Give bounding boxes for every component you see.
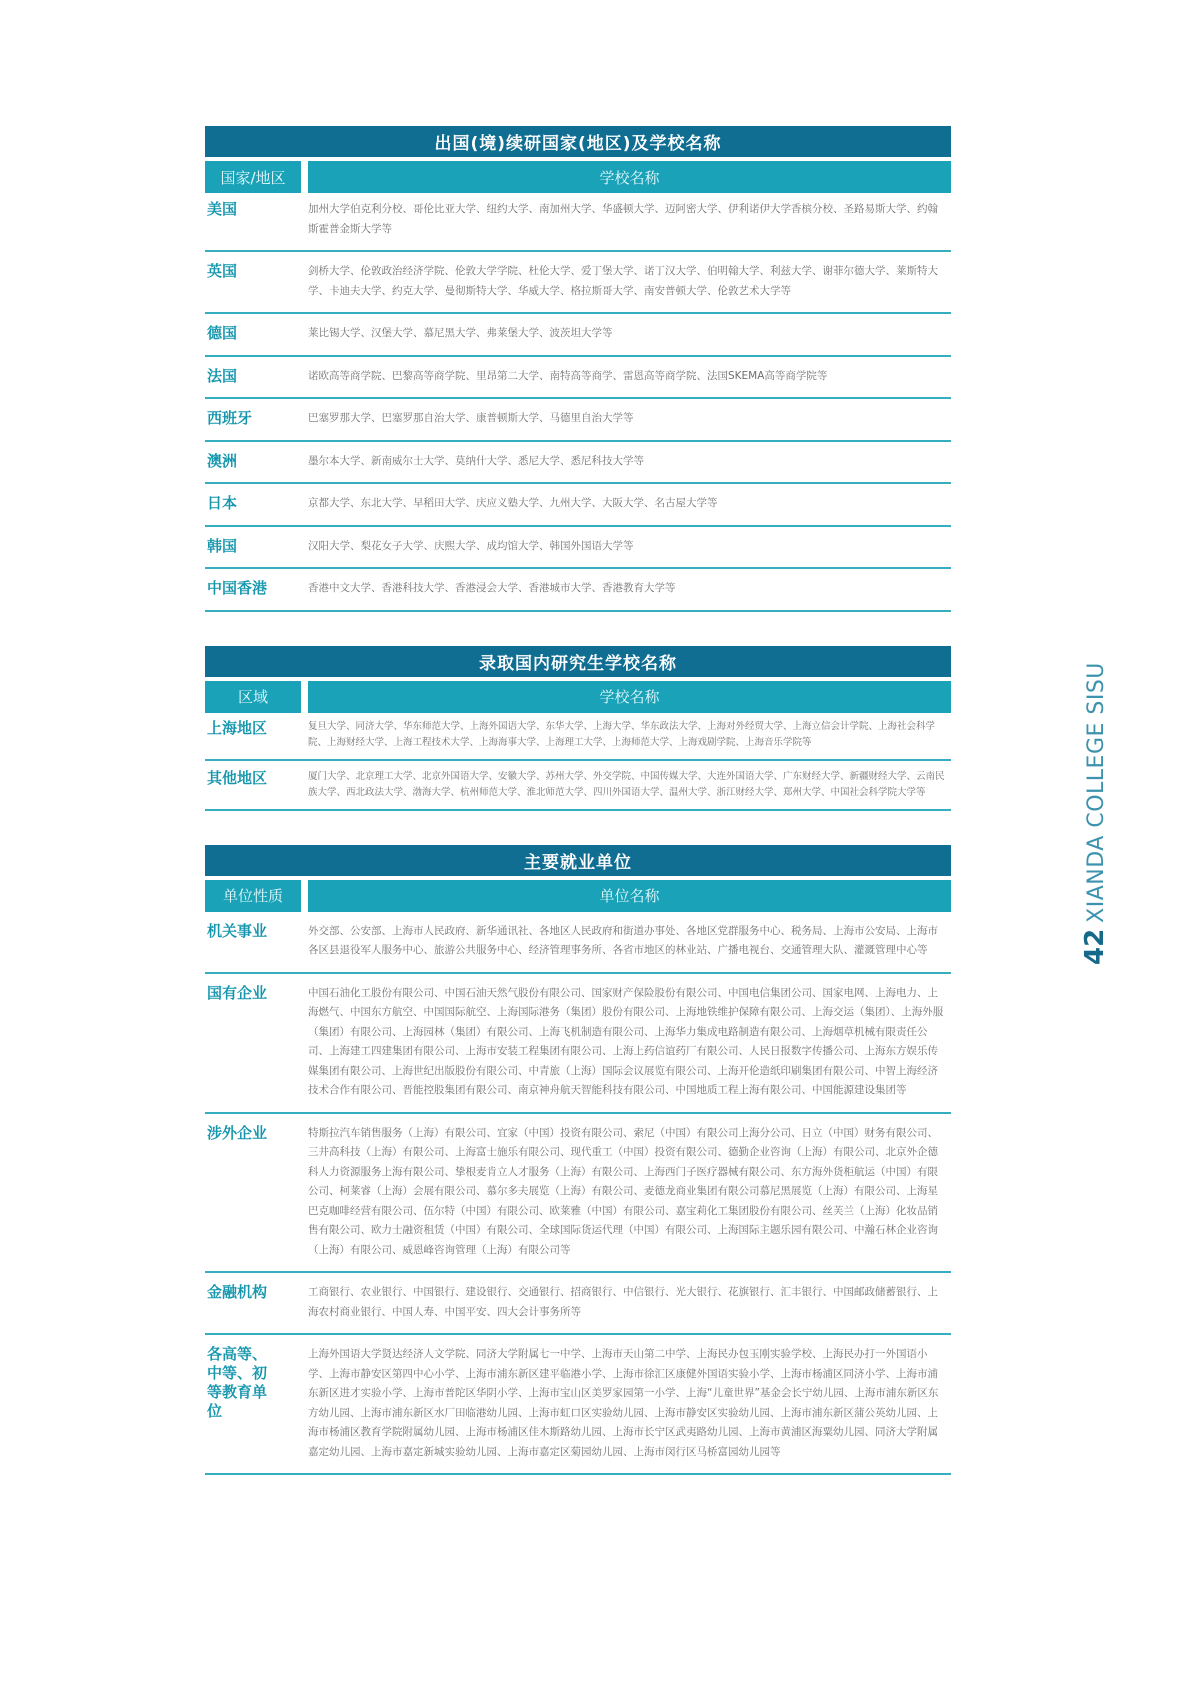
row-label: 机关事业: [207, 921, 268, 940]
row-content: 莱比锡大学、汉堡大学、慕尼黑大学、弗莱堡大学、波茨坦大学等: [308, 327, 613, 339]
row-label: 法国: [207, 366, 238, 385]
row-label: 英国: [207, 262, 238, 280]
table-row: [205, 399, 951, 442]
row-content: 工商银行、农业银行、中国银行、建设银行、交通银行、招商银行、中信银行、光大银行、花旗银行、汇丰银行、中国邮政储蓄银行、上海农村商业银行、中国人寿、中国平安、四大会计事务所等: [308, 1286, 938, 1318]
table-row: [205, 1114, 951, 1274]
domestic-col-school: 学校名称: [308, 681, 951, 713]
employment-title: 主要就业单位: [205, 845, 951, 876]
abroad-col-country: 国家/地区: [205, 161, 301, 193]
domestic-title: 录取国内研究生学校名称: [205, 646, 951, 677]
page-number: 42: [1080, 928, 1110, 965]
table-row: [205, 569, 951, 612]
abroad-column-header: [205, 161, 951, 193]
table-row: [205, 527, 951, 570]
table-row: [205, 314, 951, 357]
row-content: 墨尔本大学、新南威尔士大学、莫纳什大学、悉尼大学、悉尼科技大学等: [308, 454, 644, 467]
row-label: 其他地区: [207, 768, 268, 787]
row-content: 香港中文大学、香港科技大学、香港浸会大学、香港城市大学、香港教育大学等: [308, 582, 676, 594]
page: [205, 126, 951, 1511]
row-content: 剑桥大学、伦敦政治经济学院、伦敦大学学院、杜伦大学、爱丁堡大学、诺丁汉大学、伯明翰大学、利兹大学、谢菲尔德大学、莱斯特大学、卡迪夫大学、约克大学、曼彻斯特大学、华威大学、格拉斯哥大学、南安普顿大学、伦敦艺术大学等: [308, 265, 938, 297]
table-row: [205, 357, 951, 400]
row-content: 复旦大学、同济大学、华东师范大学、上海外国语大学、东华大学、上海大学、华东政法大学、上海对外经贸大学、上海立信会计学院、上海社会科学院、上海财经大学、上海工程技术大学、上海海事大学、上海理工大学、上海师范大学、上海戏剧学院、上海音乐学院等: [308, 720, 936, 748]
table-row: [205, 713, 951, 761]
brand-name: XIANDA COLLEGE SISU: [1084, 662, 1109, 923]
row-label: 澳洲: [207, 451, 238, 470]
row-label: 美国: [207, 200, 238, 218]
row-label: 涉外企业: [207, 1123, 268, 1142]
row-content: 京都大学、东北大学、早稻田大学、庆应义塾大学、九州大学、大阪大学、名古屋大学等: [308, 497, 718, 509]
row-label: 韩国: [207, 536, 238, 555]
row-content: 特斯拉汽车销售服务（上海）有限公司、宜家（中国）投资有限公司、索尼（中国）有限公司上海分公司、日立（中国）财务有限公司、三井高科技（上海）有限公司、上海富士施乐有限公司、现代重工（中国）投资有限公司、德勤企业咨询（上海）有限公司、北京外企德科人力资源服务上海有限公司、挚根麦肯立人才服务（上海）有限公司、上海西门子医疗器械有限公司、东方海外货柜航运（中国）有限公司、柯莱睿（上海）会展有限公司、慕尔多夫展览（上海）有限公司、麦德龙商业集团有限公司慕尼黑展览（上海）有限公司、上海星巴克咖啡经营有限公司、伍尔特（中国）有限公司、欧莱雅（中国）有限公司、嘉宝莉化工集团股份有限公司、丝芙兰（上海）化妆品销售有限公司、欧力士融资租赁（中国）有限公司、全球国际货运代理（中国）有限公司、上海国际主题乐园有限公司、中瀚石林企业咨询（上海）有限公司、威恩峰咨询管理（上海）有限公司等: [308, 1126, 938, 1256]
table-row: [205, 1273, 951, 1335]
row-content: 上海外国语大学贤达经济人文学院、同济大学附属七一中学、上海市天山第二中学、上海民办包玉刚实验学校、上海民办打一外国语小学、上海市静安区第四中心小学、上海市浦东新区建平临港小学、上海市徐汇区康健外国语实验小学、上海市杨浦区同济小学、上海市浦东新区进才实验小学、上海市普陀区华阴小学、上海市宝山区美罗家园第一小学、上海“儿童世界”基金会长宁幼儿园、上海市浦东新区东方幼儿园、上海市浦东新区水厂田临港幼儿园、上海市虹口区实验幼儿园、上海市静安区实验幼儿园、上海市浦东新区蒲公英幼儿园、上海市杨浦区教育学院附属幼儿园、上海市杨浦区佳木斯路幼儿园、上海市长宁区武夷路幼儿园、上海市黄浦区海粟幼儿园、同济大学附属嘉定幼儿园、上海市嘉定新城实验幼儿园、上海市嘉定区菊园幼儿园、上海市闵行区马桥富园幼儿园等: [308, 1348, 939, 1458]
abroad-col-school: 学校名称: [308, 161, 951, 193]
row-label: 各高等、中等、初等教育单位: [207, 1345, 268, 1420]
row-label: 德国: [207, 324, 238, 343]
table-row: [205, 442, 951, 485]
table-row: [205, 252, 951, 314]
domestic-col-region: 区域: [205, 681, 301, 713]
side-brand: [1080, 662, 1110, 965]
row-content: 中国石油化工股份有限公司、中国石油天然气股份有限公司、国家财产保险股份有限公司、中国电信集团公司、国家电网、上海电力、上海燃气、中国东方航空、中国国际航空、上海国际港务（集团）股份有限公司、上海地铁维护保障有限公司、上海交运（集团）、上海外服（集团）有限公司、上海园林（集团）有限公司、上海飞机制造有限公司、上海华力集成电路制造有限公司、上海烟草机械有限责任公司、上海建工四建集团有限公司、上海市安装工程集团有限公司、上海上药信谊药厂有限公司、人民日报数字传播公司、上海东方娱乐传媒集团有限公司、上海世纪出版股份有限公司、中青旅（上海）国际会议展览有限公司、上海开伦造纸印刷集团有限公司、中智上海经济技术合作有限公司、晋能控股集团有限公司、南京神舟航天智能科技有限公司、中国地质工程上海有限公司、中国能源建设集团等: [308, 986, 944, 1096]
employment-section: [205, 845, 951, 1476]
row-label: 中国香港: [207, 579, 268, 598]
employment-col-name: 单位名称: [308, 880, 951, 912]
table-row: [205, 912, 951, 974]
employment-column-header: [205, 880, 951, 912]
row-label: 金融机构: [207, 1283, 268, 1301]
abroad-title: 出国(境)续研国家(地区)及学校名称: [205, 126, 951, 157]
abroad-section: [205, 126, 951, 612]
row-label: 日本: [207, 494, 238, 513]
row-content: 加州大学伯克利分校、哥伦比亚大学、纽约大学、南加州大学、华盛顿大学、迈阿密大学、伊利诺伊大学香槟分校、圣路易斯大学、约翰斯霍普金斯大学等: [308, 203, 938, 235]
table-row: [205, 974, 951, 1114]
row-label: 西班牙: [207, 409, 253, 428]
table-row: [205, 761, 951, 811]
row-content: 诺欧高等商学院、巴黎高等商学院、里昂第二大学、南特高等商学、雷恩高等商学院、法国SKEMA高等商学院等: [308, 369, 828, 382]
row-label: 上海地区: [207, 718, 268, 737]
table-row: [205, 484, 951, 527]
row-content: 厦门大学、北京理工大学、北京外国语大学、安徽大学、苏州大学、外交学院、中国传媒大学、大连外国语大学、广东财经大学、新疆财经大学、云南民族大学、西北政法大学、渤海大学、杭州师范大学、淮北师范大学、四川外国语大学、温州大学、浙江财经大学、郑州大学、中国社会科学院大学等: [308, 770, 945, 798]
row-label: 国有企业: [207, 983, 268, 1002]
employment-col-type: 单位性质: [205, 880, 301, 912]
row-content: 汉阳大学、梨花女子大学、庆熙大学、成均馆大学、韩国外国语大学等: [308, 539, 634, 552]
table-row: [205, 193, 951, 252]
row-content: 外交部、公安部、上海市人民政府、新华通讯社、各地区人民政府和街道办事处、各地区党群服务中心、税务局、上海市公安局、上海市各区县退役军人服务中心、旅游公共服务中心、经济管理事务所、各省市地区的林业站、广播电视台、交通管理大队、灌溉管理中心等: [308, 924, 938, 956]
table-row: [205, 1335, 951, 1475]
domestic-column-header: [205, 681, 951, 713]
domestic-section: [205, 646, 951, 811]
row-content: 巴塞罗那大学、巴塞罗那自治大学、康普顿斯大学、马德里自治大学等: [308, 412, 634, 424]
